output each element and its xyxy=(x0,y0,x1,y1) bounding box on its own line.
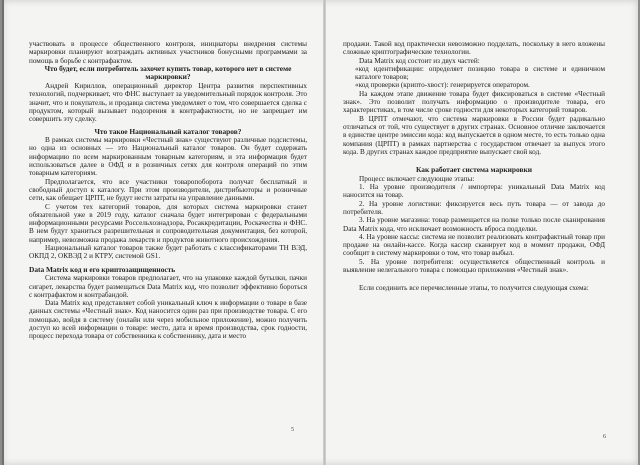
code-parts-list xyxy=(343,65,605,90)
paragraph: Национальный каталог товаров также будет работать с классификаторами ТН ВЭД, ОКПД 2, ОКВЭД 2 и КТРУ, системой GS1. xyxy=(29,244,307,261)
step-item: 5. На уровне потребителя: осуществляется общественный контроль и выявление нелегального товара с помощью приложения «Честный знак». xyxy=(343,257,605,275)
left-page xyxy=(29,40,307,341)
paragraph: Data Matrix код состоит из двух частей: xyxy=(359,56,480,65)
paragraph: Если соединить все перечисленные этапы, то получится следующая схема: xyxy=(359,284,589,293)
step-item: 2. На уровне логистики: фиксируется весь путь товара — от завода до потребителя. xyxy=(343,199,605,216)
paragraph: Система маркировки товаров предполагает, что на упаковке каждой бутылки, пачки сигарет, лекарства будет размещаться Data Matrix код, что позволит эффективно бороться с контрафактом и контрабандой. xyxy=(29,274,307,299)
page-number: 6 xyxy=(603,434,606,440)
section-heading: Как работает система маркировки xyxy=(416,165,532,175)
paragraph: участвовать в процессе общественного контроля, инициаторы внедрения системы маркировки планируют возграждать активных участников бонусными программами за помощь в борьбе с контрафактом. xyxy=(29,40,307,65)
page-number: 5 xyxy=(291,427,294,433)
section-heading: Что будет, если потребитель захочет купить товар, которого нет в системе маркировки? xyxy=(44,63,292,82)
right-page xyxy=(343,40,605,293)
list-item: «код проверки (крипто-хвост): генерируется оператором. xyxy=(355,81,530,90)
step-item: 4. На уровне кассы: система не позволит реализовать контрафактный товар при продаже на онлайн-кассе. Когда кассир сканирует код в момент продажи, ОФД сообщит в систему маркировки о том, что товар выбыл. xyxy=(343,232,605,258)
book-fold xyxy=(323,0,326,465)
list-item: «код идентификации: определяет позицию товара в системе и единичном каталоге товаров; xyxy=(355,64,605,82)
paragraph: В ЦРПТ отмечают, что система маркировки в России будет радикально отличаться от той, что существует в других странах. Основное отличие заключается в единстве центре эмиссии кода: код выпускается в одном месте, то есть только одна компания (ЦРПТ) в рамках партнерства с государством отвечает за выпуск этого кода. В других странах каждое предприятие выпускает свой код. xyxy=(343,114,605,156)
paragraph: Процесс включает следующие этапы: xyxy=(359,174,475,183)
section-heading: Data Matrix код и его криптозащищенность xyxy=(29,264,176,274)
paragraph: Андрей Кириллов, операционный директор Центра развития перспективных технологий, подчеркивает, что ФНС выступает за уведомительный порядок контроля. Это значит, что и покупатель, и продавца система уведомляет о том, что совершается сделка с продуктом, который вызывает подозрения в контрафактности, но не запрещает им совершить эту сделку. xyxy=(29,82,307,124)
paragraph: продажи. Такой код практически невозможно подделать, поскольку в него вложены сложные криптографические технологии. xyxy=(343,40,605,57)
step-item: 3. На уровне магазина: товар размещается на полке только после сканирования Data Matrix кода, что исключает возможность вброса подделки. xyxy=(343,216,605,233)
step-item: 1. На уровне производителя / импортера: уникальный Data Matrix код наносится на товар. xyxy=(343,183,605,200)
paragraph: С учетом тех категорий товаров, для которых система маркировки станет обязательной уже в 2019 году, каталог сначала будет интегрирован с федеральными информационными ресурсами Россельхознадзора, Росаккредитации, Роскачества и ФНС. В нем будут храниться разрешительная и сопроводительная документация, без которой, например, невозможна продажа лекарств и продуктов животного происхождения. xyxy=(29,202,307,244)
page-edge-left xyxy=(2,0,4,465)
book-spread xyxy=(2,0,638,465)
paragraph: Data Matrix код представляет собой уникальный ключ к информации о товаре в базе данных системы «Честный знак». Код наносится один раз при производстве товара. С его помощью, войдя в систему (онлайн или через мобильное приложение), можно получить доступ ко всей информации о товаре: место, дата и время производства, срок годности, процесс перехода товара от собственника к собственнику, дата и место xyxy=(29,299,307,341)
paragraph: В рамках системы маркировки «Честный знак» существуют различные подсистемы, но одна из основных — это Национальный каталог товаров. Он будет содержать информацию по всем маркированным товарным категориям, и эта информация будет использоваться далее в ОФД и в розничных сетях для контроля операций по этим товарным категориям. xyxy=(29,136,307,178)
paragraph: Предполагается, что все участники товаропоборота получат бесплатный и свободный доступ к каталогу. При этом производители, дистрибьюторы и розничные сети, как обещает ЦРПТ, не будут нести затраты на управление данными. xyxy=(29,177,307,203)
section-heading: Что такое Национальный каталог товаров? xyxy=(94,126,242,136)
paragraph: На каждом этапе движение товара будет фиксироваться в системе «Честный знак». Это позволит получать информацию о производителе товара, его характеристиках, в том числе сроке годности для некоторых категорий товаров. xyxy=(343,89,605,115)
